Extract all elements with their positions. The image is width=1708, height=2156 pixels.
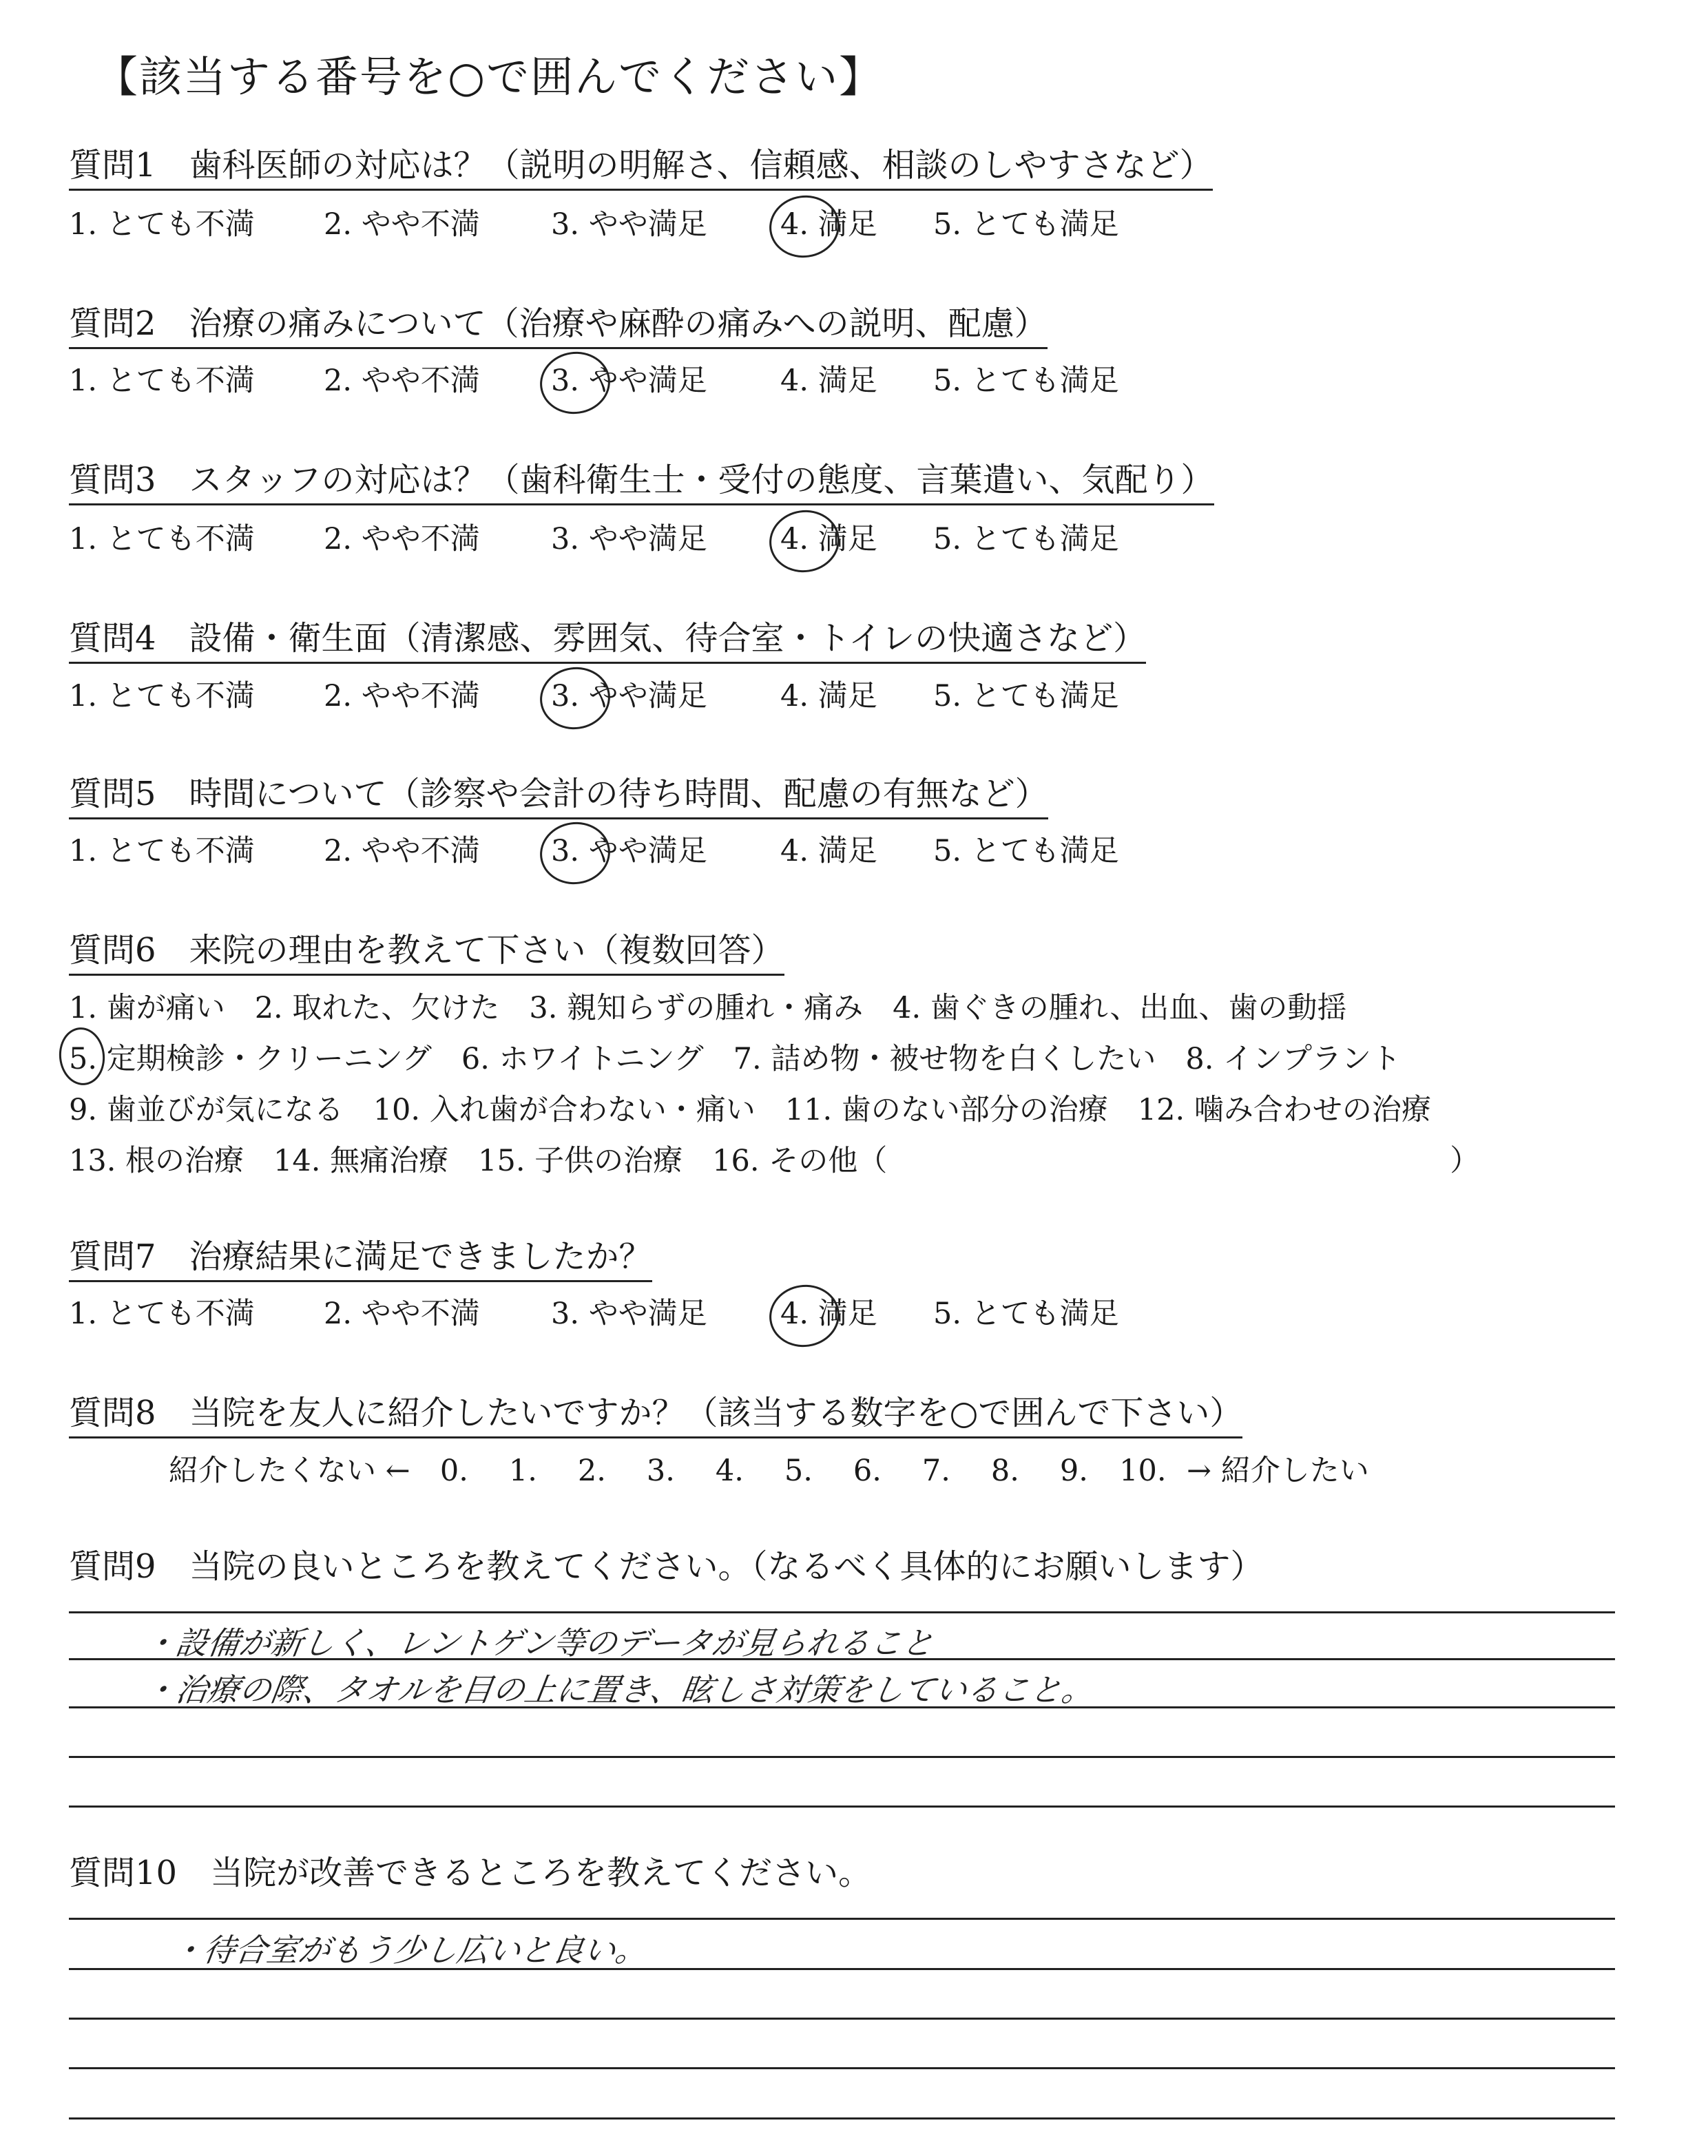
scale-right-label: → 紹介したい: [1187, 1454, 1369, 1488]
rating-option: 5. とても満足: [933, 522, 1119, 556]
question-3-label: 質問3 スタッフの対応は？（歯科衛生士・受付の態度、言葉遣い、気配り）: [69, 459, 1214, 505]
rating-option: 2. やや不満: [324, 207, 480, 242]
question-6-row: 9. 歯並びが気になる 10. 入れ歯が合わない・痛い 11. 歯のない部分の治療 12. 噛み合わせの治療: [69, 1093, 1431, 1127]
answer-line: [69, 2117, 1615, 2120]
rating-option: 4. 満足: [780, 364, 877, 398]
rating-option: 3. やや満足: [551, 522, 707, 556]
rating-option: 5. とても満足: [933, 834, 1119, 868]
answer-line: [69, 1756, 1615, 1758]
answer-line: [69, 1806, 1615, 1808]
rating-option: 4. 満足: [780, 834, 877, 868]
rating-option: 1. とても不満: [69, 522, 255, 556]
rating-option: 4. 満足: [780, 679, 877, 713]
answer-line: [69, 2018, 1615, 2020]
question-6-row: 5. 定期検診・クリーニング 6. ホワイトニング 7. 詰め物・被せ物を白くしたい 8. インプラント: [69, 1042, 1402, 1076]
question-1-label: 質問1 歯科医師の対応は？（説明の明解さ、信頼感、相談のしやすさなど）: [69, 145, 1213, 191]
answer-line: [69, 1918, 1615, 1920]
rating-option: 1. とても不満: [69, 364, 255, 398]
rating-option: 4. 満足: [780, 207, 877, 242]
rating-option: 4. 満足: [780, 522, 877, 556]
scale-number: 10.: [1119, 1454, 1167, 1488]
answer-line: [69, 1611, 1615, 1613]
rating-option: 1. とても不満: [69, 207, 255, 242]
answer-line: [69, 2067, 1615, 2069]
handwritten-answer: ・治療の際、タオルを目の上に置き、眩しさ対策をしていること。: [141, 1671, 1096, 1708]
question-6-label: 質問6 来院の理由を教えて下さい（複数回答）: [69, 930, 784, 976]
handwritten-answer: ・設備が新しく、レントゲン等のデータが見られること: [141, 1624, 937, 1662]
handwritten-answer: ・待合室がもう少し広いと良い。: [169, 1932, 650, 1969]
rating-option: 2. やや不満: [324, 522, 480, 556]
question-5-label: 質問5 時間について（診察や会計の待ち時間、配慮の有無など）: [69, 773, 1048, 819]
scale-number: 2.: [577, 1454, 606, 1488]
rating-option: 1. とても不満: [69, 1297, 255, 1331]
rating-option: 5. とても満足: [933, 207, 1119, 242]
scale-number: 9.: [1059, 1454, 1088, 1488]
scale-number: 6.: [853, 1454, 882, 1488]
page-title: 【該当する番号を○で囲んでください】: [95, 52, 884, 102]
rating-option: 1. とても不満: [69, 679, 255, 713]
rating-option: 4. 満足: [780, 1297, 877, 1331]
scale-number: 0.: [439, 1454, 468, 1488]
question-6-row: 13. 根の治療 14. 無痛治療 15. 子供の治療 16. その他（ ）: [69, 1144, 1480, 1178]
rating-option: 5. とても満足: [933, 679, 1119, 713]
rating-option: 5. とても満足: [933, 364, 1119, 398]
rating-option: 3. やや満足: [551, 834, 707, 868]
question-8-label: 質問8 当院を友人に紹介したいですか？（該当する数字を○で囲んで下さい）: [69, 1392, 1242, 1438]
rating-option: 3. やや満足: [551, 1297, 707, 1331]
scale-number: 1.: [508, 1454, 537, 1488]
rating-option: 2. やや不満: [324, 834, 480, 868]
question-4-label: 質問4 設備・衛生面（清潔感、雰囲気、待合室・トイレの快適さなど）: [69, 618, 1146, 664]
rating-option: 1. とても不満: [69, 834, 255, 868]
question-6-row: 1. 歯が痛い 2. 取れた、欠けた 3. 親知らずの腫れ・痛み 4. 歯ぐきの腫れ、出血、歯の動揺: [69, 991, 1347, 1025]
scale-number: 5.: [784, 1454, 813, 1488]
scale-left-label: 紹介したくない ←: [169, 1454, 410, 1488]
recommend-scale: [169, 1452, 1369, 1490]
question-10-label: 質問10 当院が改善できるところを教えてください。: [69, 1854, 872, 1892]
scale-number: 4.: [715, 1454, 744, 1488]
rating-option: 3. やや満足: [551, 207, 707, 242]
scale-number: 7.: [921, 1454, 950, 1488]
scale-number: 8.: [990, 1454, 1019, 1488]
scale-numbers: [419, 1454, 1177, 1488]
rating-option: 2. やや不満: [324, 679, 480, 713]
rating-option: 3. やや満足: [551, 364, 707, 398]
scale-number: 3.: [646, 1454, 675, 1488]
question-2-label: 質問2 治療の痛みについて（治療や麻酔の痛みへの説明、配慮）: [69, 303, 1048, 349]
rating-option: 3. やや満足: [551, 679, 707, 713]
rating-option: 5. とても満足: [933, 1297, 1119, 1331]
rating-option: 2. やや不満: [324, 1297, 480, 1331]
question-7-label: 質問7 治療結果に満足できましたか？: [69, 1236, 652, 1282]
question-9-label: 質問9 当院の良いところを教えてください。（なるべく具体的にお願いします）: [69, 1547, 1264, 1586]
rating-option: 2. やや不満: [324, 364, 480, 398]
